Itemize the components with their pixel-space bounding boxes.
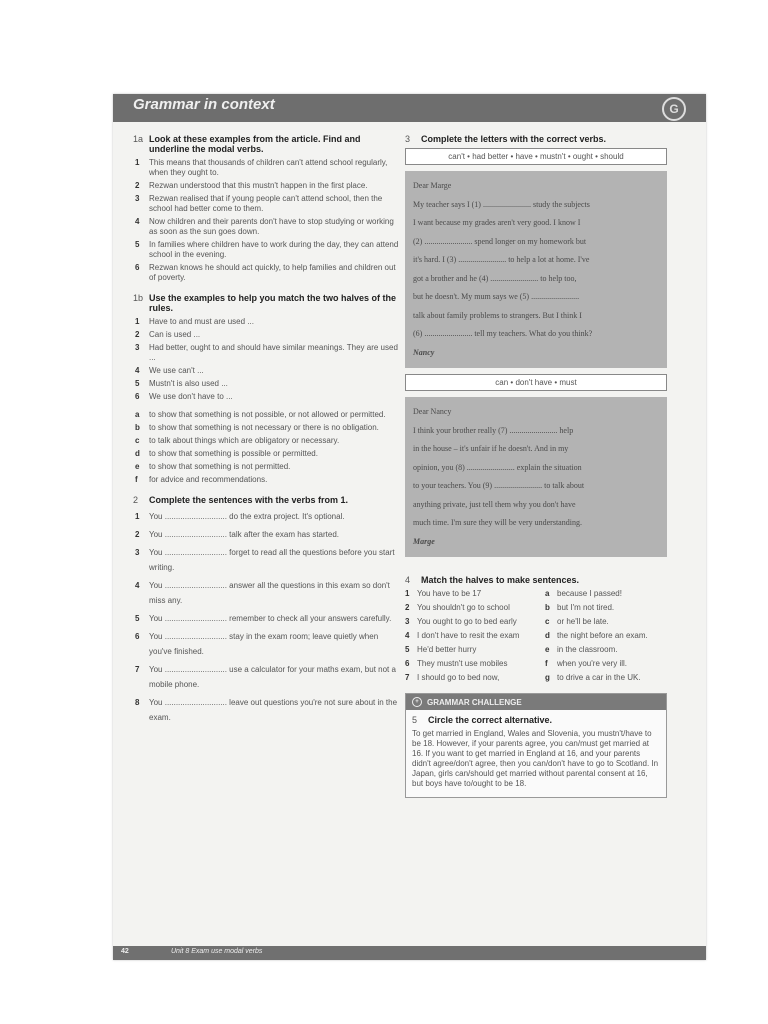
unit-title: Unit 8 Exam use modal verbs bbox=[171, 948, 263, 955]
page-number: 42 bbox=[121, 948, 129, 955]
exercise-number: 5 bbox=[412, 715, 418, 725]
item-number: 2 bbox=[135, 330, 140, 339]
list-item bbox=[133, 578, 403, 608]
item-letter: e bbox=[545, 645, 550, 654]
item-text: Rezwan understood that this mustn't happen in the first place. bbox=[149, 181, 368, 190]
exercise-3-heading bbox=[405, 134, 667, 144]
item-text: Mustn't is also used ... bbox=[149, 379, 228, 388]
match-row bbox=[405, 631, 667, 641]
list-item bbox=[133, 662, 403, 692]
letter-line: much time. I'm sure they will be very understanding. bbox=[413, 518, 582, 527]
exercise-instruction: Look at these examples from the article. Find and underline the modal verbs. bbox=[149, 134, 361, 154]
item-number: 5 bbox=[135, 379, 140, 388]
item-number: b bbox=[135, 423, 140, 432]
item-letter: b bbox=[545, 603, 550, 612]
exercise-number: 1b bbox=[133, 293, 144, 303]
exercise-instruction: Complete the sentences with the verbs from 1. bbox=[149, 495, 349, 505]
list-item bbox=[133, 695, 403, 725]
letter-body bbox=[413, 196, 659, 344]
item-letter: g bbox=[545, 673, 550, 682]
word-box-2: can • don't have • must bbox=[405, 374, 667, 391]
list-item bbox=[133, 611, 403, 626]
list-item bbox=[133, 379, 403, 389]
item-text: to show that something is not permitted. bbox=[149, 462, 291, 471]
item-number: 1 bbox=[135, 158, 140, 167]
item-text: to show that something is not necessary or there is no obligation. bbox=[149, 423, 379, 432]
sentence-start: You shouldn't go to school bbox=[417, 603, 510, 612]
item-text: You ............................ stay in the exam room; leave quietly when you've finished. bbox=[149, 632, 379, 656]
item-text: You ............................ use a calculator for your maths exam, but not a mobile phone. bbox=[149, 665, 396, 689]
challenge-icon: + bbox=[412, 697, 422, 707]
item-number: 7 bbox=[405, 673, 410, 682]
sentence-end: the night before an exam. bbox=[557, 631, 648, 640]
match-row bbox=[405, 645, 667, 655]
sentence-start: You have to be 17 bbox=[417, 589, 482, 598]
exercise-instruction: Use the examples to help you match the two halves of the rules. bbox=[149, 293, 397, 313]
grammar-challenge-title: GRAMMAR CHALLENGE bbox=[427, 697, 522, 707]
item-text: We use can't ... bbox=[149, 366, 204, 375]
list-item bbox=[133, 194, 403, 214]
sentence-start: I should go to bed now, bbox=[417, 673, 500, 682]
list-item bbox=[133, 343, 403, 363]
exercise-1a-list bbox=[133, 158, 403, 283]
item-number: 5 bbox=[405, 645, 410, 654]
exercise-number: 3 bbox=[405, 134, 411, 144]
letter-line: opinion, you (8) ........................ explain the situation bbox=[413, 462, 582, 472]
item-text: to show that something is possible or permitted. bbox=[149, 449, 318, 458]
item-number: f bbox=[135, 475, 138, 484]
item-number: 8 bbox=[135, 698, 140, 707]
left-column bbox=[133, 134, 403, 728]
list-item bbox=[133, 158, 403, 178]
letter-line: I want because my grades aren't very good. I know I bbox=[413, 218, 581, 227]
list-item bbox=[133, 462, 403, 472]
exercise-number: 4 bbox=[405, 575, 411, 585]
item-number: 1 bbox=[135, 512, 140, 521]
list-item bbox=[133, 545, 403, 575]
match-row bbox=[405, 659, 667, 669]
item-text: Rezwan realised that if young people can't attend school, then the school had better come to them. bbox=[149, 194, 383, 213]
sentence-end: to drive a car in the UK. bbox=[557, 673, 641, 682]
exercise-instruction: Match the halves to make sentences. bbox=[421, 575, 580, 585]
list-item bbox=[133, 527, 403, 542]
exercise-1b-heading bbox=[133, 293, 403, 313]
item-text: You ............................ do the extra project. It's optional. bbox=[149, 512, 345, 521]
worksheet-page bbox=[113, 94, 706, 960]
item-text: You ............................ talk after the exam has started. bbox=[149, 530, 340, 539]
sentence-start: I don't have to resit the exam bbox=[417, 631, 520, 640]
item-number: 5 bbox=[135, 240, 140, 249]
item-number: 3 bbox=[135, 194, 140, 203]
match-row bbox=[405, 617, 667, 627]
item-text: You ............................ forget to read all the questions before you start writing. bbox=[149, 548, 395, 572]
sentence-start: He'd better hurry bbox=[417, 645, 477, 654]
list-item bbox=[133, 181, 403, 191]
grammar-challenge-header bbox=[406, 694, 666, 710]
item-number: 1 bbox=[405, 589, 410, 598]
item-text: Rezwan knows he should act quickly, to help families and children out of poverty. bbox=[149, 263, 396, 282]
item-number: 6 bbox=[135, 263, 140, 272]
letter-line: anything private, just tell them why you don't have bbox=[413, 499, 576, 509]
item-number: a bbox=[135, 410, 140, 419]
item-number: 4 bbox=[135, 217, 140, 226]
item-letter: f bbox=[545, 659, 548, 668]
exercise-4-list bbox=[405, 589, 667, 683]
item-number: 6 bbox=[405, 659, 410, 668]
item-number: d bbox=[135, 449, 140, 458]
list-item bbox=[133, 509, 403, 524]
exercise-2-list bbox=[133, 509, 403, 725]
grammar-challenge-box bbox=[405, 693, 667, 798]
item-text: for advice and recommendations. bbox=[149, 475, 268, 484]
letter-greeting: Dear Marge bbox=[413, 181, 452, 190]
letter-signature: Marge bbox=[413, 536, 435, 546]
exercise-5-heading bbox=[412, 715, 660, 725]
letter-line: (6) ........................ tell my teachers. What do you think? bbox=[413, 329, 593, 338]
letter-to-nancy bbox=[405, 397, 667, 557]
item-number: 2 bbox=[135, 530, 140, 539]
exercise-instruction: Circle the correct alternative. bbox=[428, 715, 553, 725]
letter-line: talk about family problems to strangers. But I think I bbox=[413, 310, 582, 320]
sentence-end: in the classroom. bbox=[557, 645, 618, 654]
section-header bbox=[113, 94, 706, 122]
sentence-end: or he'll be late. bbox=[557, 617, 609, 626]
letter-body bbox=[413, 422, 659, 533]
sentence-start: You ought to go to bed early bbox=[417, 617, 517, 626]
item-number: 4 bbox=[135, 366, 140, 375]
letter-line: but he doesn't. My mum says we (5) ........................ bbox=[413, 292, 580, 301]
list-item bbox=[133, 449, 403, 459]
page-footer bbox=[113, 946, 706, 960]
item-number: 2 bbox=[135, 181, 140, 190]
list-item bbox=[133, 263, 403, 283]
letter-line: it's hard. I (3) ........................ to help a lot at home. I've bbox=[413, 255, 590, 264]
letter-to-marge bbox=[405, 171, 667, 368]
match-row bbox=[405, 673, 667, 683]
item-text: Can is used ... bbox=[149, 330, 201, 339]
item-text: Have to and must are used ... bbox=[149, 317, 254, 326]
right-column bbox=[405, 134, 667, 798]
exercise-number: 2 bbox=[133, 495, 139, 505]
item-number: 2 bbox=[405, 603, 410, 612]
letter-line: (2) ........................ spend longer on my homework but bbox=[413, 236, 587, 246]
match-row bbox=[405, 603, 667, 613]
list-item bbox=[133, 392, 403, 402]
item-text: Had better, ought to and should have similar meanings. They are used ... bbox=[149, 343, 398, 362]
word-box-1: can't • had better • have • mustn't • ought • should bbox=[405, 148, 667, 165]
list-item bbox=[133, 475, 403, 485]
item-number: 5 bbox=[135, 614, 140, 623]
item-letter: c bbox=[545, 617, 550, 626]
list-item bbox=[133, 629, 403, 659]
item-number: 1 bbox=[135, 317, 140, 326]
item-text: to talk about things which are obligatory or necessary. bbox=[149, 436, 340, 445]
match-row bbox=[405, 589, 667, 599]
item-number: 3 bbox=[135, 343, 140, 352]
item-letter: d bbox=[545, 631, 550, 640]
exercise-number: 1a bbox=[133, 134, 144, 144]
item-number: 7 bbox=[135, 665, 140, 674]
exercise-4-heading bbox=[405, 575, 667, 585]
challenge-paragraph: To get married in England, Wales and Slovenia, you mustn't/have to be 18. However, if your parents agree, you can/must get married at 16. If you want to get married in England at 16, and your parents didn't agree/don't agree, then you can/don't have to go to Scotland. In Japan, girls can/should get married without parental consent at 16, but boys have to/ought to be 18. bbox=[412, 729, 659, 788]
item-number: 6 bbox=[135, 392, 140, 401]
letter-greeting: Dear Nancy bbox=[413, 407, 452, 416]
list-item bbox=[133, 217, 403, 237]
list-item bbox=[133, 366, 403, 376]
sentence-end: because I passed! bbox=[557, 589, 622, 598]
item-number: 3 bbox=[135, 548, 140, 557]
item-number: c bbox=[135, 436, 140, 445]
exercise-1b-list bbox=[133, 317, 403, 402]
item-number: 4 bbox=[405, 631, 410, 640]
sentence-end: but I'm not tired. bbox=[557, 603, 615, 612]
item-number: 4 bbox=[135, 581, 140, 590]
sentence-start: They mustn't use mobiles bbox=[417, 659, 508, 668]
section-title: Grammar in context bbox=[133, 96, 275, 113]
exercise-1a-heading bbox=[133, 134, 403, 154]
item-letter: a bbox=[545, 589, 550, 598]
item-text: You ............................ leave out questions you're not sure about in the exam. bbox=[149, 698, 398, 722]
sentence-end: when you're very ill. bbox=[557, 659, 627, 668]
item-text: We use don't have to ... bbox=[149, 392, 233, 401]
letter-line: I think your brother really (7) ........................ help bbox=[413, 425, 574, 435]
list-item bbox=[133, 436, 403, 446]
item-number: e bbox=[135, 462, 140, 471]
item-text: Now children and their parents don't have to stop studying or working as soon as the sun goes down. bbox=[149, 217, 394, 236]
item-text: to show that something is not possible, or not allowed or permitted. bbox=[149, 410, 386, 419]
letter-line: My teacher says I (1) ........................ study the subjects bbox=[413, 199, 590, 209]
list-item bbox=[133, 317, 403, 327]
list-item bbox=[133, 240, 403, 260]
section-badge-icon: G bbox=[662, 97, 686, 121]
item-text: This means that thousands of children can't attend school regularly, when they ought to. bbox=[149, 158, 388, 177]
exercise-1b-endings bbox=[133, 410, 403, 485]
item-text: You ............................ remember to check all your answers carefully. bbox=[149, 614, 392, 623]
exercise-instruction: Complete the letters with the correct verbs. bbox=[421, 134, 607, 144]
exercise-2-heading bbox=[133, 495, 403, 505]
list-item bbox=[133, 423, 403, 433]
list-item bbox=[133, 330, 403, 340]
item-number: 6 bbox=[135, 632, 140, 641]
item-text: You ............................ answer all the questions in this exam so don't miss any. bbox=[149, 581, 390, 605]
letter-line: to your teachers. You (9) ........................ to talk about bbox=[413, 481, 585, 490]
item-text: In families where children have to work during the day, they can attend school in the evening. bbox=[149, 240, 399, 259]
letter-line: in the house – it's unfair if he doesn't. And in my bbox=[413, 444, 569, 453]
letter-signature: Nancy bbox=[413, 347, 435, 357]
list-item bbox=[133, 410, 403, 420]
item-number: 3 bbox=[405, 617, 410, 626]
letter-line: got a brother and he (4) ........................ to help too, bbox=[413, 273, 577, 283]
